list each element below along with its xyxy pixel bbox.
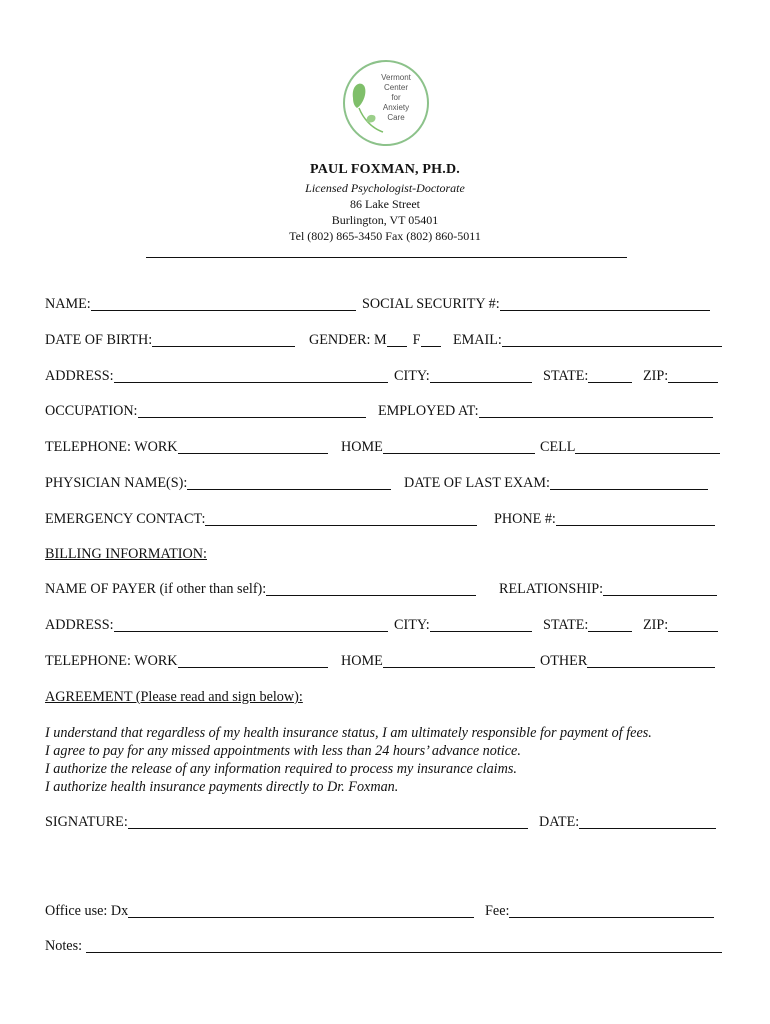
ssn-field[interactable]	[500, 296, 710, 311]
billing-tel-other-field[interactable]	[587, 653, 715, 668]
billing-state-field[interactable]	[588, 617, 632, 632]
office-dx-field[interactable]	[128, 903, 474, 918]
address-field[interactable]	[114, 368, 388, 383]
occupation-label: OCCUPATION:	[45, 403, 138, 419]
zip-label: ZIP:	[643, 368, 669, 384]
state-label: STATE:	[543, 368, 589, 384]
address-row	[45, 367, 725, 385]
notes-field[interactable]	[86, 938, 722, 953]
signature-date-field[interactable]	[579, 814, 716, 829]
payer-row	[45, 580, 725, 598]
notes-label: Notes:	[45, 938, 83, 954]
billing-tel-other-label: OTHER	[540, 653, 588, 669]
billing-address-label: ADDRESS:	[45, 617, 114, 633]
telephone-row	[45, 438, 725, 456]
office-fee-field[interactable]	[509, 903, 714, 918]
email-label: EMAIL:	[453, 332, 502, 348]
emergency-field[interactable]	[205, 511, 477, 526]
signature-label: SIGNATURE:	[45, 814, 128, 830]
tel-home-label: HOME	[341, 439, 383, 455]
contact-numbers: Tel (802) 865-3450 Fax (802) 860-5011	[289, 229, 481, 243]
billing-address-field[interactable]	[114, 617, 388, 632]
notes-row	[45, 937, 725, 955]
office-dx-label: Office use: Dx	[45, 903, 129, 919]
last-exam-label: DATE OF LAST EXAM:	[404, 475, 550, 491]
city-label: CITY:	[394, 368, 430, 384]
logo-line-1: Vermont	[381, 73, 411, 82]
logo-line-2: Center	[383, 83, 409, 92]
employed-label: EMPLOYED AT:	[378, 403, 479, 419]
relationship-field[interactable]	[603, 581, 717, 596]
billing-tel-home-field[interactable]	[383, 653, 535, 668]
logo-line-3: for	[391, 93, 401, 102]
billing-state-label: STATE:	[543, 617, 589, 633]
office-use-row	[45, 902, 725, 920]
ssn-label: SOCIAL SECURITY #:	[362, 296, 500, 312]
occupation-row	[45, 402, 725, 420]
street-address: 86 Lake Street	[350, 197, 420, 211]
logo-leaf-icon	[341, 58, 431, 148]
billing-address-row	[45, 616, 725, 634]
logo-line-5: Care	[387, 113, 405, 122]
payer-field[interactable]	[266, 581, 476, 596]
gender-label: GENDER: M	[309, 332, 387, 348]
city-state-zip: Burlington, VT 05401	[331, 213, 439, 227]
phone-label: PHONE #:	[494, 511, 556, 527]
name-ssn-row	[45, 295, 725, 313]
physician-row	[45, 474, 725, 492]
dob-gender-email-row	[45, 331, 725, 349]
city-field[interactable]	[430, 368, 532, 383]
header-divider	[146, 257, 627, 258]
employed-field[interactable]	[479, 403, 713, 418]
payer-label: NAME OF PAYER (if other than self):	[45, 581, 267, 597]
vermont-center-logo	[341, 58, 431, 148]
last-exam-field[interactable]	[550, 475, 708, 490]
gender-f-label: F	[412, 332, 421, 348]
state-field[interactable]	[588, 368, 632, 383]
billing-telephone-row	[45, 652, 725, 670]
physician-field[interactable]	[187, 475, 391, 490]
occupation-field[interactable]	[138, 403, 366, 418]
address-label: ADDRESS:	[45, 368, 114, 384]
agreement-heading: AGREEMENT (Please read and sign below):	[45, 689, 303, 705]
zip-field[interactable]	[668, 368, 718, 383]
agreement-line-3: I authorize the release of any information required to process my insurance claims.	[45, 761, 517, 777]
office-fee-label: Fee:	[485, 903, 510, 919]
logo-line-4: Anxiety	[382, 103, 410, 112]
phone-field[interactable]	[556, 511, 715, 526]
dob-label: DATE OF BIRTH:	[45, 332, 153, 348]
doctor-name: PAUL FOXMAN, PH.D.	[310, 162, 460, 177]
tel-work-field[interactable]	[178, 439, 328, 454]
relationship-label: RELATIONSHIP:	[499, 581, 604, 597]
tel-cell-label: CELL	[540, 439, 576, 455]
dob-field[interactable]	[152, 332, 295, 347]
billing-zip-field[interactable]	[668, 617, 718, 632]
emergency-row	[45, 510, 725, 528]
agreement-line-1: I understand that regardless of my health insurance status, I am ultimately responsible for payment of fees.	[45, 725, 652, 741]
billing-zip-label: ZIP:	[643, 617, 669, 633]
agreement-line-2: I agree to pay for any missed appointments with less than 24 hours’ advance notice.	[45, 743, 521, 759]
name-field[interactable]	[91, 296, 356, 311]
billing-city-label: CITY:	[394, 617, 430, 633]
doctor-title: Licensed Psychologist-Doctorate	[305, 181, 465, 195]
name-label: NAME:	[45, 296, 91, 312]
signature-field[interactable]	[128, 814, 528, 829]
tel-cell-field[interactable]	[575, 439, 720, 454]
emergency-label: EMERGENCY CONTACT:	[45, 511, 206, 527]
billing-tel-work-field[interactable]	[178, 653, 328, 668]
signature-row	[45, 813, 725, 831]
tel-work-label: TELEPHONE: WORK	[45, 439, 178, 455]
billing-tel-work-label: TELEPHONE: WORK	[45, 653, 178, 669]
tel-home-field[interactable]	[383, 439, 535, 454]
gender-m-field[interactable]	[387, 332, 407, 347]
agreement-statements	[45, 724, 735, 796]
physician-label: PHYSICIAN NAME(S):	[45, 475, 188, 491]
gender-f-field[interactable]	[421, 332, 441, 347]
agreement-line-4: I authorize health insurance payments directly to Dr. Foxman.	[45, 779, 399, 795]
billing-city-field[interactable]	[430, 617, 532, 632]
email-field[interactable]	[502, 332, 722, 347]
signature-date-label: DATE:	[539, 814, 580, 830]
billing-tel-home-label: HOME	[341, 653, 383, 669]
billing-heading: BILLING INFORMATION:	[45, 546, 207, 562]
